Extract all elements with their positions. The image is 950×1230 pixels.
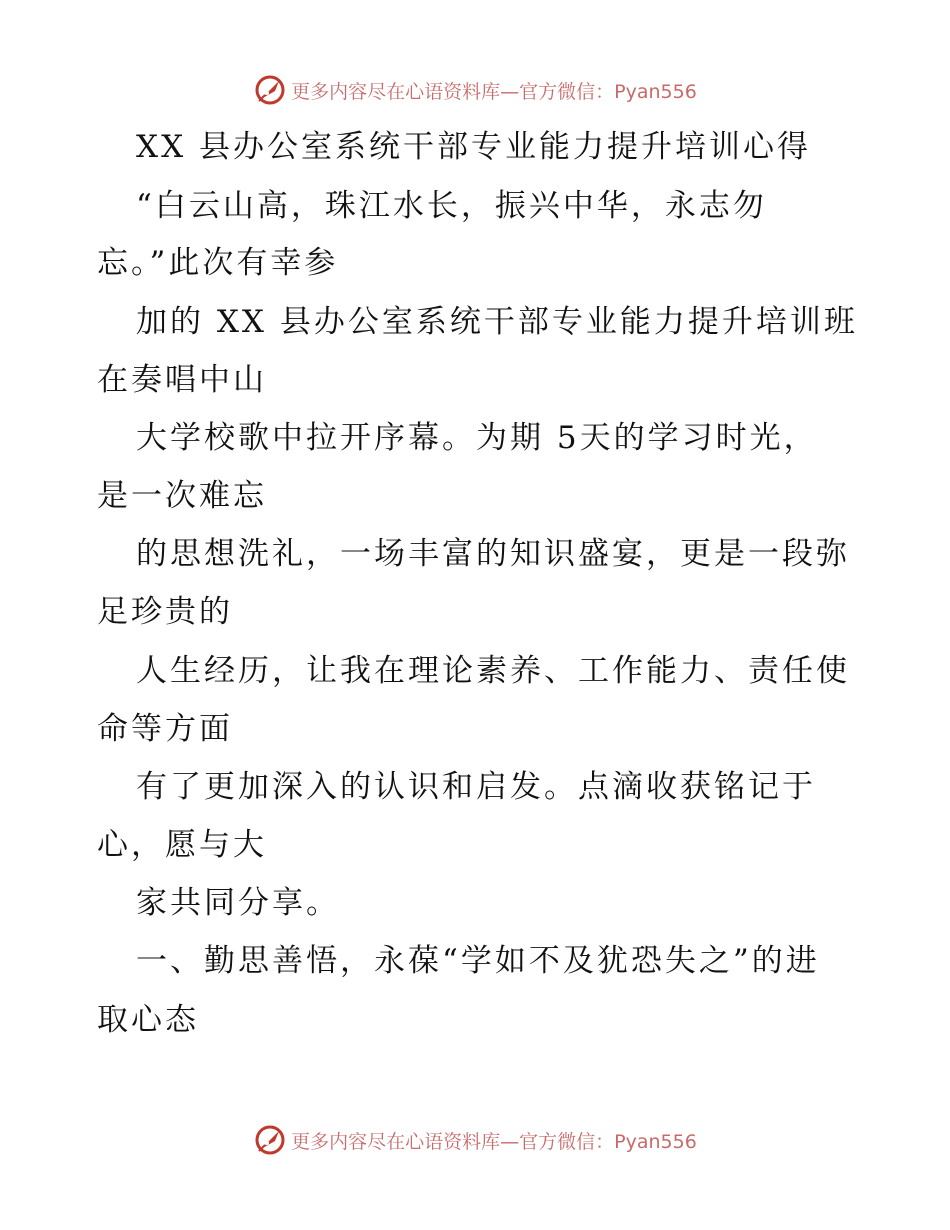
footer-banner bbox=[0, 1120, 950, 1160]
body-line: 加的 XX 县办公室系统干部专业能力提升培训班 bbox=[136, 304, 858, 340]
quill-pen-logo-icon bbox=[253, 1123, 287, 1157]
document-title: XX 县办公室系统干部专业能力提升培训心得 bbox=[136, 129, 811, 165]
body-line: 家共同分享。 bbox=[136, 885, 340, 921]
body-line: 足珍贵的 bbox=[97, 594, 233, 630]
body-line: 人生经历，让我在理论素养、工作能力、责任使 bbox=[136, 653, 850, 689]
body-line: 大学校歌中拉开序幕。为期 5天的学习时光， bbox=[136, 420, 818, 456]
quill-pen-logo-icon bbox=[253, 73, 287, 107]
body-line: 忘。”此次有幸参 bbox=[97, 245, 339, 281]
body-line: 命等方面 bbox=[97, 711, 233, 747]
body-line: 心，愿与大 bbox=[97, 827, 267, 863]
body-line: 的思想洗礼，一场丰富的知识盛宴，更是一段弥 bbox=[136, 536, 850, 572]
header-banner bbox=[0, 70, 950, 110]
body-line: “白云山高，珠江水长，振兴中华，永志勿 bbox=[136, 188, 767, 224]
body-line: 有了更加深入的认识和启发。点滴收获铭记于 bbox=[136, 769, 816, 805]
section-heading: 一、勤思善悟，永葆“学如不及犹恐失之”的进 bbox=[136, 943, 820, 979]
section-heading-continued: 取心态 bbox=[97, 1002, 199, 1038]
footer-banner-text: 更多内容尽在心语资料库—官方微信：Pyan556 bbox=[291, 1130, 697, 1153]
body-line: 在奏唱中山 bbox=[97, 362, 267, 398]
body-line: 是一次难忘 bbox=[97, 478, 267, 514]
header-banner-text: 更多内容尽在心语资料库—官方微信：Pyan556 bbox=[291, 80, 697, 103]
